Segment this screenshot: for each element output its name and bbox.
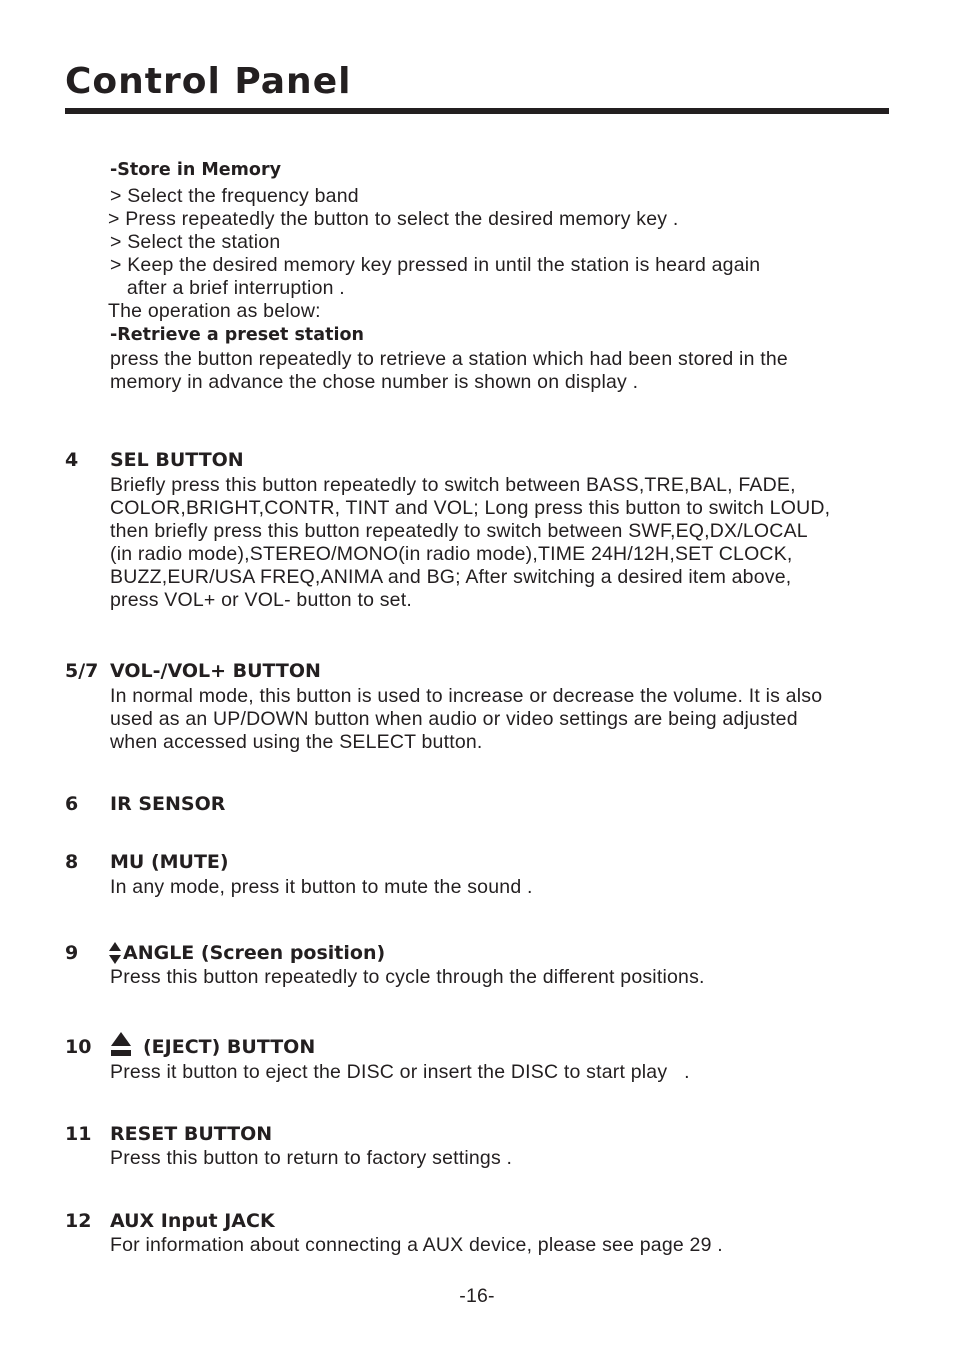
item-number: 12 <box>65 1210 92 1232</box>
item-description: press VOL+ or VOL- button to set. <box>110 589 412 611</box>
page-title: Control Panel <box>65 61 352 102</box>
store-step: after a brief interruption . <box>110 277 345 299</box>
item-description: For information about connecting a AUX device, please see page 29 . <box>110 1234 723 1256</box>
operation-note: The operation as below: <box>108 300 321 322</box>
item-description: Press it button to eject the DISC or insert the DISC to start play . <box>110 1061 690 1083</box>
store-step: > Press repeatedly the button to select the desired memory key . <box>108 208 679 230</box>
store-step: > Keep the desired memory key pressed in until the station is heard again <box>110 254 761 276</box>
item-description: Briefly press this button repeatedly to switch between BASS,TRE,BAL, FADE, <box>110 474 796 496</box>
item-title-sel-button: SEL BUTTON <box>110 449 244 471</box>
retrieve-text: memory in advance the chose number is shown on display . <box>110 371 639 393</box>
item-description: Press this button to return to factory settings . <box>110 1147 513 1169</box>
item-title-vol-button: VOL-/VOL+ BUTTON <box>110 660 321 682</box>
item-description: (in radio mode),STEREO/MONO(in radio mode),TIME 24H/12H,SET CLOCK, <box>110 543 793 565</box>
item-number: 9 <box>65 942 79 964</box>
item-description: used as an UP/DOWN button when audio or video settings are being adjusted <box>110 708 798 730</box>
item-title-reset-button: RESET BUTTON <box>110 1123 273 1145</box>
up-down-arrow-icon <box>108 942 122 964</box>
item-title-mute: MU (MUTE) <box>110 851 229 873</box>
item-description: COLOR,BRIGHT,CONTR, TINT and VOL; Long press this button to switch LOUD, <box>110 497 831 519</box>
item-title-aux-input-jack: AUX Input JACK <box>110 1210 275 1232</box>
eject-icon <box>110 1032 132 1058</box>
retrieve-preset-heading: -Retrieve a preset station <box>110 325 364 345</box>
item-description: In any mode, press it button to mute the sound . <box>110 876 533 898</box>
item-number: 6 <box>65 793 79 815</box>
item-number: 11 <box>65 1123 92 1145</box>
item-number: 5/7 <box>65 660 99 682</box>
item-title-angle: ANGLE (Screen position) <box>123 942 386 964</box>
retrieve-text: press the button repeatedly to retrieve a station which had been stored in the <box>110 348 788 370</box>
item-title-eject-button: (EJECT) BUTTON <box>143 1036 316 1058</box>
item-description: BUZZ,EUR/USA FREQ,ANIMA and BG; After switching a desired item above, <box>110 566 792 588</box>
item-description: Press this button repeatedly to cycle through the different positions. <box>110 966 705 988</box>
store-in-memory-heading: -Store in Memory <box>110 160 281 180</box>
page-number: -16- <box>459 1285 495 1307</box>
store-step: > Select the station <box>110 231 281 253</box>
item-title-ir-sensor: IR SENSOR <box>110 793 226 815</box>
item-description: when accessed using the SELECT button. <box>110 731 483 753</box>
item-number: 4 <box>65 449 79 471</box>
item-description: then briefly press this button repeatedly to switch between SWF,EQ,DX/LOCAL <box>110 520 808 542</box>
title-divider <box>65 108 889 114</box>
store-step: > Select the frequency band <box>110 185 359 207</box>
item-description: In normal mode, this button is used to increase or decrease the volume. It is also <box>110 685 823 707</box>
item-number: 8 <box>65 851 79 873</box>
item-number: 10 <box>65 1036 92 1058</box>
